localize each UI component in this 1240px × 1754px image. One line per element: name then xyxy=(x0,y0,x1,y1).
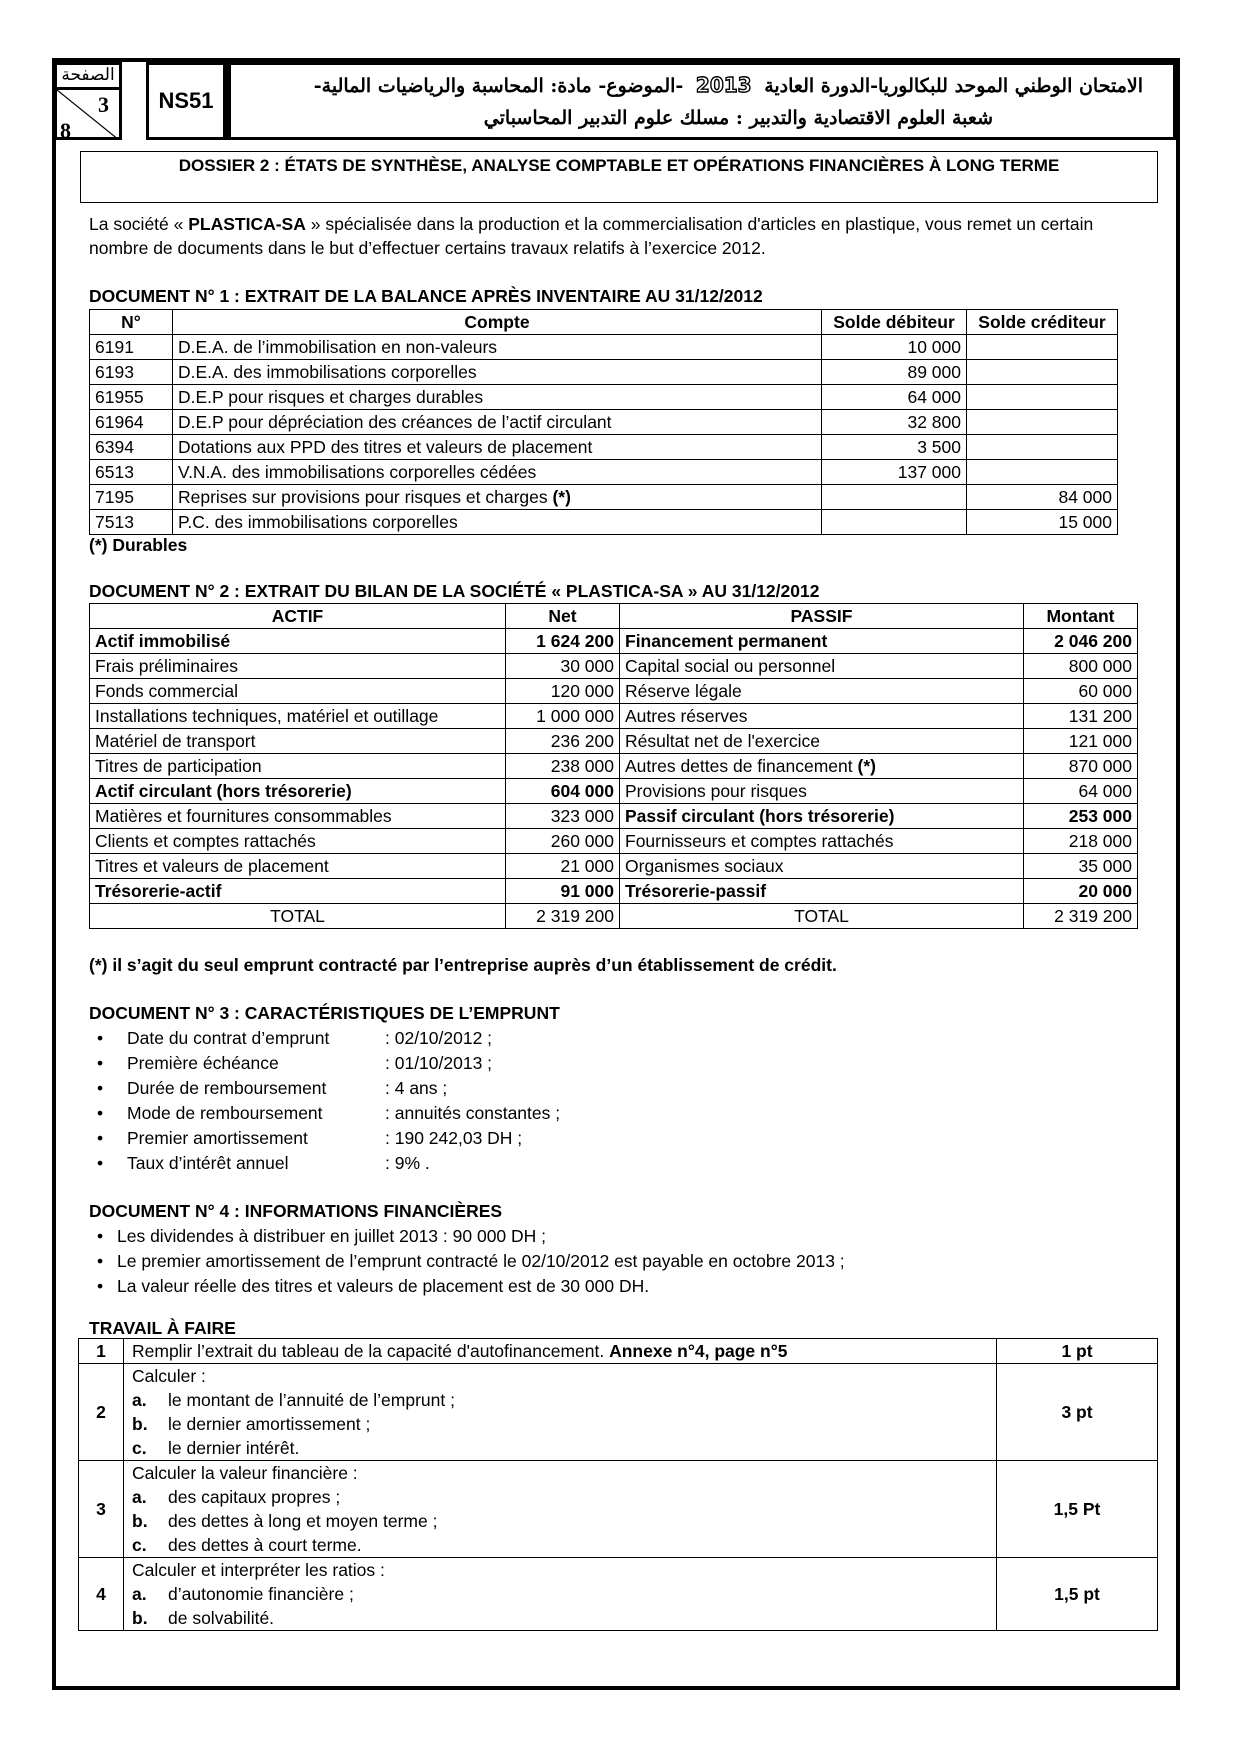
intro-text-1: La société « xyxy=(89,214,189,234)
characteristic-key: Taux d’intérêt annuel xyxy=(127,1153,289,1173)
task-row xyxy=(79,1339,1158,1364)
actif-label: Actif circulant (hors trésorerie) xyxy=(90,779,506,804)
task-points: 1 pt xyxy=(997,1339,1158,1364)
passif-label-text: Résultat net de l'exercice xyxy=(625,731,820,751)
account-name xyxy=(173,460,822,485)
account-number: 6193 xyxy=(90,360,173,385)
subtask xyxy=(132,1509,991,1533)
actif-net: 30 000 xyxy=(506,654,620,679)
subtask-letter: b. xyxy=(132,1414,148,1434)
passif-label-text: Autres réserves xyxy=(625,706,748,726)
task-description xyxy=(124,1558,997,1631)
page-number-box xyxy=(54,62,122,143)
characteristic-value: : annuités constantes ; xyxy=(385,1103,561,1123)
subtask-letter: b. xyxy=(132,1608,148,1628)
debit-balance: 137 000 xyxy=(822,460,967,485)
characteristic-value: : 01/10/2013 ; xyxy=(385,1053,493,1073)
actif-label: Frais préliminaires xyxy=(90,654,506,679)
task-intro: Calculer la valeur financière : xyxy=(132,1463,358,1483)
passif-label xyxy=(620,804,1024,829)
account-number: 6394 xyxy=(90,435,173,460)
debit-balance: 64 000 xyxy=(822,385,967,410)
passif-label xyxy=(620,704,1024,729)
exam-title-line1 xyxy=(241,69,1143,102)
footnote-mark: (*) xyxy=(857,756,876,776)
passif-label xyxy=(620,779,1024,804)
loan-characteristic xyxy=(89,1051,560,1076)
bullet-icon: • xyxy=(97,1028,104,1048)
exam-title-part2: -الموضوع- مادة: المحاسبة والرياضيات المالية- xyxy=(313,75,684,97)
task-points: 1,5 pt xyxy=(997,1558,1158,1631)
bullet-icon: • xyxy=(97,1053,104,1073)
account-name xyxy=(173,385,822,410)
col-header-numero: N° xyxy=(90,310,173,335)
account-name xyxy=(173,335,822,360)
actif-label: Installations techniques, matériel et outillage xyxy=(90,704,506,729)
subtask-text: des capitaux propres ; xyxy=(168,1487,341,1507)
account-number: 6513 xyxy=(90,460,173,485)
balance-row xyxy=(90,485,1118,510)
passif-total-label: TOTAL xyxy=(620,904,1024,929)
passif-label-text: Capital social ou personnel xyxy=(625,656,836,676)
task-number: 3 xyxy=(79,1461,124,1558)
actif-label: Clients et comptes rattachés xyxy=(90,829,506,854)
passif-montant: 64 000 xyxy=(1024,779,1138,804)
bullet-icon: • xyxy=(97,1226,104,1246)
tasks-table xyxy=(78,1338,1158,1631)
account-name xyxy=(173,510,822,535)
actif-label: Fonds commercial xyxy=(90,679,506,704)
credit-balance xyxy=(967,360,1118,385)
actif-net: 236 200 xyxy=(506,729,620,754)
col-header-net: Net xyxy=(506,604,620,629)
characteristic-key: Mode de remboursement xyxy=(127,1103,323,1123)
exam-title xyxy=(226,62,1176,140)
account-name-text: D.E.P pour dépréciation des créances de l’actif circulant xyxy=(178,412,612,432)
account-number: 61955 xyxy=(90,385,173,410)
company-name: PLASTICA-SA xyxy=(188,214,306,234)
passif-label-text: Trésorerie-passif xyxy=(625,881,767,901)
bilan-row xyxy=(90,654,1138,679)
bilan-row xyxy=(90,879,1138,904)
financial-info-text: Le premier amortissement de l’emprunt contracté le 02/10/2012 est payable en octobre 2013 ; xyxy=(117,1251,845,1271)
col-header-montant: Montant xyxy=(1024,604,1138,629)
page-fraction xyxy=(57,90,119,143)
balance-row xyxy=(90,385,1118,410)
balance-row xyxy=(90,410,1118,435)
actif-net: 323 000 xyxy=(506,804,620,829)
passif-montant: 870 000 xyxy=(1024,754,1138,779)
actif-total-value: 2 319 200 xyxy=(506,904,620,929)
actif-label: Titres de participation xyxy=(90,754,506,779)
task-description xyxy=(124,1364,997,1461)
passif-montant: 35 000 xyxy=(1024,854,1138,879)
credit-balance: 84 000 xyxy=(967,485,1118,510)
bullet-icon: • xyxy=(97,1276,104,1296)
subtask xyxy=(132,1436,991,1460)
passif-montant: 2 046 200 xyxy=(1024,629,1138,654)
account-name xyxy=(173,435,822,460)
bilan-table xyxy=(89,603,1138,929)
actif-label: Trésorerie-actif xyxy=(90,879,506,904)
loan-characteristic xyxy=(89,1026,560,1051)
balance-table xyxy=(89,309,1118,535)
balance-row xyxy=(90,360,1118,385)
debit-balance: 32 800 xyxy=(822,410,967,435)
credit-balance: 15 000 xyxy=(967,510,1118,535)
bullet-icon: • xyxy=(97,1251,104,1271)
financial-info-list xyxy=(89,1224,845,1299)
passif-label-text: Passif circulant (hors trésorerie) xyxy=(625,806,895,826)
page-total: 8 xyxy=(60,118,71,143)
loan-characteristic xyxy=(89,1101,560,1126)
loan-characteristic xyxy=(89,1151,560,1176)
page-number: 3 xyxy=(98,92,109,117)
bilan-header-row xyxy=(90,604,1138,629)
passif-label-text: Financement permanent xyxy=(625,631,828,651)
doc1-title: DOCUMENT N° 1 : EXTRAIT DE LA BALANCE APRÈS INVENTAIRE AU 31/12/2012 xyxy=(89,286,763,306)
passif-montant: 20 000 xyxy=(1024,879,1138,904)
bilan-row xyxy=(90,829,1138,854)
loan-characteristics-list xyxy=(89,1026,560,1176)
credit-balance xyxy=(967,460,1118,485)
passif-total-value: 2 319 200 xyxy=(1024,904,1138,929)
balance-row xyxy=(90,335,1118,360)
subtask xyxy=(132,1582,991,1606)
bilan-row xyxy=(90,629,1138,654)
actif-label: Titres et valeurs de placement xyxy=(90,854,506,879)
subtask xyxy=(132,1606,991,1630)
bilan-row xyxy=(90,854,1138,879)
actif-total-label: TOTAL xyxy=(90,904,506,929)
passif-label xyxy=(620,679,1024,704)
annex-reference: Annexe n°4, page n°5 xyxy=(609,1341,788,1361)
passif-montant: 253 000 xyxy=(1024,804,1138,829)
subtask-text: des dettes à court terme. xyxy=(168,1535,362,1555)
account-name-text: D.E.P pour risques et charges durables xyxy=(178,387,484,407)
passif-label-text: Organismes sociaux xyxy=(625,856,784,876)
actif-net: 604 000 xyxy=(506,779,620,804)
account-name-text: V.N.A. des immobilisations corporelles cédées xyxy=(178,462,537,482)
intro-text-2: » spécialisée dans la production et la commercialisation d'articles en plastique, vous remet un certain nombre de documents dans le but d’effectuer certains travaux relatifs à l’exercice 2012. xyxy=(89,214,1094,258)
exam-code: NS51 xyxy=(146,62,226,140)
characteristic-key: Durée de remboursement xyxy=(127,1078,327,1098)
task-row xyxy=(79,1364,1158,1461)
dossier-title: DOSSIER 2 : ÉTATS DE SYNTHÈSE, ANALYSE COMPTABLE ET OPÉRATIONS FINANCIÈRES À LONG TERME xyxy=(80,151,1158,203)
credit-balance xyxy=(967,335,1118,360)
characteristic-value: : 190 242,03 DH ; xyxy=(385,1128,523,1148)
account-name-text: D.E.A. de l’immobilisation en non-valeurs xyxy=(178,337,498,357)
subtask-text: le dernier amortissement ; xyxy=(168,1414,371,1434)
bilan-total-row xyxy=(90,904,1138,929)
actif-net: 91 000 xyxy=(506,879,620,904)
subtask xyxy=(132,1388,991,1412)
task-description xyxy=(124,1339,997,1364)
characteristic-value: : 9% . xyxy=(385,1153,430,1173)
debit-balance xyxy=(822,510,967,535)
balance-header-row xyxy=(90,310,1118,335)
subtask xyxy=(132,1485,991,1509)
financial-info-text: La valeur réelle des titres et valeurs de placement est de 30 000 DH. xyxy=(117,1276,650,1296)
debit-balance xyxy=(822,485,967,510)
account-name xyxy=(173,360,822,385)
task-number: 4 xyxy=(79,1558,124,1631)
characteristic-value: : 02/10/2012 ; xyxy=(385,1028,493,1048)
travail-title: TRAVAIL À FAIRE xyxy=(89,1318,236,1338)
intro-paragraph xyxy=(89,212,1149,260)
passif-label-text: Fournisseurs et comptes rattachés xyxy=(625,831,894,851)
page-label: الصفحة xyxy=(57,65,119,90)
passif-montant: 121 000 xyxy=(1024,729,1138,754)
bilan-row xyxy=(90,779,1138,804)
debit-balance: 3 500 xyxy=(822,435,967,460)
account-name xyxy=(173,410,822,435)
loan-characteristic xyxy=(89,1126,560,1151)
account-number: 61964 xyxy=(90,410,173,435)
account-number: 7513 xyxy=(90,510,173,535)
actif-net: 1 000 000 xyxy=(506,704,620,729)
passif-label xyxy=(620,829,1024,854)
actif-net: 260 000 xyxy=(506,829,620,854)
account-name-text: Reprises sur provisions pour risques et charges xyxy=(178,487,553,507)
task-number: 2 xyxy=(79,1364,124,1461)
subtask-letter: a. xyxy=(132,1584,147,1604)
footnote-mark: (*) xyxy=(552,487,571,507)
col-header-actif: ACTIF xyxy=(90,604,506,629)
passif-label-text: Provisions pour risques xyxy=(625,781,807,801)
col-header-passif: PASSIF xyxy=(620,604,1024,629)
account-name-text: D.E.A. des immobilisations corporelles xyxy=(178,362,477,382)
subtask-text: de solvabilité. xyxy=(168,1608,275,1628)
passif-label xyxy=(620,854,1024,879)
bilan-row xyxy=(90,704,1138,729)
task-intro: Calculer et interpréter les ratios : xyxy=(132,1560,385,1580)
bullet-icon: • xyxy=(97,1103,104,1123)
passif-label xyxy=(620,654,1024,679)
subtask-letter: a. xyxy=(132,1390,147,1410)
task-number: 1 xyxy=(79,1339,124,1364)
passif-label xyxy=(620,629,1024,654)
characteristic-key: Date du contrat d’emprunt xyxy=(127,1028,330,1048)
characteristic-key: Premier amortissement xyxy=(127,1128,308,1148)
credit-balance xyxy=(967,385,1118,410)
bilan-row xyxy=(90,804,1138,829)
account-name-text: P.C. des immobilisations corporelles xyxy=(178,512,458,532)
doc1-footnote: (*) Durables xyxy=(89,535,188,555)
task-intro: Calculer : xyxy=(132,1366,206,1386)
col-header-credit: Solde créditeur xyxy=(967,310,1118,335)
subtask-letter: c. xyxy=(132,1535,147,1555)
doc2-title: DOCUMENT N° 2 : EXTRAIT DU BILAN DE LA SOCIÉTÉ « PLASTICA-SA » AU 31/12/2012 xyxy=(89,581,820,601)
passif-label xyxy=(620,754,1024,779)
task-row xyxy=(79,1461,1158,1558)
account-number: 7195 xyxy=(90,485,173,510)
balance-row xyxy=(90,435,1118,460)
passif-label-text: Réserve légale xyxy=(625,681,742,701)
task-points: 1,5 Pt xyxy=(997,1461,1158,1558)
passif-label xyxy=(620,729,1024,754)
col-header-compte: Compte xyxy=(173,310,822,335)
subtask-letter: b. xyxy=(132,1511,148,1531)
actif-label: Matières et fournitures consommables xyxy=(90,804,506,829)
passif-montant: 218 000 xyxy=(1024,829,1138,854)
doc3-title: DOCUMENT N° 3 : CARACTÉRISTIQUES DE L’EMPRUNT xyxy=(89,1003,560,1023)
subtask-text: le dernier intérêt. xyxy=(168,1438,300,1458)
subtask-text: le montant de l’annuité de l’emprunt ; xyxy=(168,1390,455,1410)
subtask xyxy=(132,1533,991,1557)
exam-year: 2013 xyxy=(695,73,752,97)
account-number: 6191 xyxy=(90,335,173,360)
task-row xyxy=(79,1558,1158,1631)
actif-net: 238 000 xyxy=(506,754,620,779)
subtask-letter: a. xyxy=(132,1487,147,1507)
actif-label: Matériel de transport xyxy=(90,729,506,754)
subtask-letter: c. xyxy=(132,1438,147,1458)
actif-net: 120 000 xyxy=(506,679,620,704)
account-name-text: Dotations aux PPD des titres et valeurs de placement xyxy=(178,437,593,457)
passif-montant: 60 000 xyxy=(1024,679,1138,704)
task-text: Remplir l’extrait du tableau de la capacité d'autofinancement. xyxy=(132,1341,610,1361)
bilan-row xyxy=(90,754,1138,779)
bullet-icon: • xyxy=(97,1078,104,1098)
account-name xyxy=(173,485,822,510)
balance-row xyxy=(90,460,1118,485)
financial-info-item xyxy=(89,1224,845,1249)
passif-montant: 800 000 xyxy=(1024,654,1138,679)
actif-label: Actif immobilisé xyxy=(90,629,506,654)
bilan-row xyxy=(90,679,1138,704)
balance-row xyxy=(90,510,1118,535)
characteristic-value: : 4 ans ; xyxy=(385,1078,448,1098)
bullet-icon: • xyxy=(97,1153,104,1173)
task-description xyxy=(124,1461,997,1558)
task-points: 3 pt xyxy=(997,1364,1158,1461)
subtask xyxy=(132,1412,991,1436)
exam-title-part1: الامتحان الوطني الموحد للبكالوريا-الدورة العادية xyxy=(764,75,1143,97)
subtask-text: d’autonomie financière ; xyxy=(168,1584,354,1604)
loan-characteristic xyxy=(89,1076,560,1101)
characteristic-key: Première échéance xyxy=(127,1053,279,1073)
doc4-title: DOCUMENT N° 4 : INFORMATIONS FINANCIÈRES xyxy=(89,1201,503,1221)
debit-balance: 89 000 xyxy=(822,360,967,385)
exam-title-line2: شعبة العلوم الاقتصادية والتدبير : مسلك علوم التدبير المحاسباتي xyxy=(483,107,993,129)
passif-label-text: Autres dettes de financement xyxy=(625,756,858,776)
financial-info-text: Les dividendes à distribuer en juillet 2013 : 90 000 DH ; xyxy=(117,1226,547,1246)
bullet-icon: • xyxy=(97,1128,104,1148)
credit-balance xyxy=(967,435,1118,460)
col-header-debit: Solde débiteur xyxy=(822,310,967,335)
financial-info-item xyxy=(89,1249,845,1274)
actif-net: 21 000 xyxy=(506,854,620,879)
bilan-row xyxy=(90,729,1138,754)
debit-balance: 10 000 xyxy=(822,335,967,360)
subtask-text: des dettes à long et moyen terme ; xyxy=(168,1511,438,1531)
passif-label xyxy=(620,879,1024,904)
passif-montant: 131 200 xyxy=(1024,704,1138,729)
actif-net: 1 624 200 xyxy=(506,629,620,654)
doc2-footnote: (*) il s’agit du seul emprunt contracté par l’entreprise auprès d’un établissement de crédit. xyxy=(89,955,837,975)
credit-balance xyxy=(967,410,1118,435)
financial-info-item xyxy=(89,1274,845,1299)
